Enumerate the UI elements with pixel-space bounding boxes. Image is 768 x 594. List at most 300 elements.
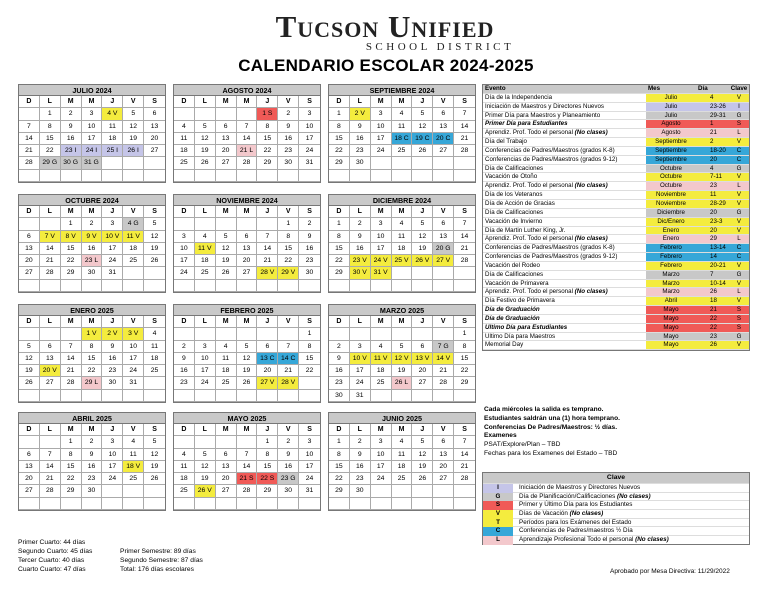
empty-cell (299, 498, 320, 510)
day-cell: 17 (371, 461, 392, 473)
day-cell: 20 (257, 365, 278, 377)
event-day: 21 (696, 306, 727, 315)
month-name: ABRIL 2025 (19, 413, 165, 424)
month-grid (19, 316, 165, 402)
day-cell: 16 (61, 133, 82, 145)
day-cell: 6 (237, 231, 258, 243)
day-cell: 16 (299, 243, 320, 255)
day-cell: 6 (216, 449, 237, 461)
day-cell: 9 (102, 341, 123, 353)
weekday-header: S (299, 424, 320, 436)
empty-cell (19, 498, 40, 510)
day-cell: 11 V (123, 231, 144, 243)
day-cell: 29 (329, 267, 350, 279)
empty-cell (433, 485, 454, 497)
day-cell: 9 (350, 121, 371, 133)
day-cell: 24 (123, 365, 144, 377)
legend-key: T (483, 519, 513, 528)
day-cell: 16 (350, 133, 371, 145)
event-day: 22 (696, 315, 727, 324)
weekday-header: V (433, 424, 454, 436)
event-name (483, 288, 646, 297)
event-month: Noviembre (646, 191, 696, 200)
day-cell: 28 (19, 157, 40, 169)
weekday-header: M (82, 96, 103, 108)
day-cell: 10 (82, 121, 103, 133)
empty-cell (299, 170, 320, 182)
event-day: 23 (696, 182, 727, 191)
event-name (483, 235, 646, 244)
day-cell: 30 (102, 377, 123, 389)
day-cell: 5 (216, 231, 237, 243)
event-row (483, 173, 749, 182)
event-key: V (727, 262, 749, 271)
day-cell: 3 (350, 341, 371, 353)
legend-key: I (483, 484, 513, 493)
empty-cell (299, 280, 320, 292)
day-cell: 11 (392, 449, 413, 461)
day-cell: 28 (454, 255, 475, 267)
day-cell: 26 L (392, 377, 413, 389)
day-cell: 13 (216, 461, 237, 473)
semesters (120, 547, 203, 574)
empty-cell (19, 218, 40, 230)
weekday-header: M (61, 206, 82, 218)
day-cell: 15 (329, 243, 350, 255)
event-month: Agosto (646, 120, 696, 129)
weekday-header: M (216, 96, 237, 108)
month-name: FEBRERO 2025 (174, 305, 320, 316)
event-text: Vacación de Primavera (485, 279, 549, 287)
day-cell: 27 V (257, 377, 278, 389)
event-row (483, 94, 749, 103)
empty-cell (174, 390, 195, 402)
month-grid (174, 96, 320, 182)
day-cell: 27 (237, 267, 258, 279)
event-text: Aprendiz. Prof. Todo el personal (485, 182, 575, 190)
event-name (483, 191, 646, 200)
day-cell: 23 (329, 377, 350, 389)
day-cell: 10 (174, 243, 195, 255)
empty-cell (371, 328, 392, 340)
day-cell: 22 (454, 365, 475, 377)
day-cell: 10 (102, 449, 123, 461)
day-cell: 2 (329, 341, 350, 353)
day-cell: 30 (329, 390, 350, 402)
empty-cell (329, 170, 350, 182)
day-cell: 24 (102, 255, 123, 267)
day-cell: 2 V (102, 328, 123, 340)
event-day: 10-14 (696, 280, 727, 289)
day-cell: 6 (433, 108, 454, 120)
event-text: Día de los Veteranos (485, 191, 543, 199)
day-cell: 25 (123, 473, 144, 485)
event-name (483, 297, 646, 306)
day-cell: 12 (195, 133, 216, 145)
event-text: Día de Graduación (485, 306, 540, 314)
event-row (483, 209, 749, 218)
event-key: S (727, 120, 749, 129)
legend-key: V (483, 510, 513, 519)
day-cell: 24 (299, 145, 320, 157)
day-cell: 13 C (257, 353, 278, 365)
day-cell: 12 V (392, 353, 413, 365)
event-row (483, 244, 749, 253)
day-cell: 14 (40, 243, 61, 255)
empty-cell (40, 280, 61, 292)
day-cell: 26 (19, 377, 40, 389)
day-cell: 1 (257, 436, 278, 448)
weekday-header: M (216, 316, 237, 328)
day-cell: 8 (61, 449, 82, 461)
event-name (483, 333, 646, 342)
weekday-header: M (61, 96, 82, 108)
empty-cell (174, 218, 195, 230)
day-cell: 8 (40, 121, 61, 133)
day-cell: 14 (454, 231, 475, 243)
empty-cell (195, 170, 216, 182)
day-cell: 23 V (350, 255, 371, 267)
day-cell: 20 G (433, 243, 454, 255)
day-cell: 27 (433, 473, 454, 485)
day-cell: 6 (412, 341, 433, 353)
weekday-header: M (237, 206, 258, 218)
day-cell: 18 (392, 461, 413, 473)
empty-cell (61, 170, 82, 182)
empty-cell (144, 498, 165, 510)
day-cell: 22 (299, 365, 320, 377)
event-name (483, 138, 646, 147)
day-cell: 14 C (278, 353, 299, 365)
day-cell: 11 (144, 341, 165, 353)
day-cell: 13 (237, 243, 258, 255)
day-cell: 12 (19, 353, 40, 365)
day-cell: 3 (174, 231, 195, 243)
district-logo (250, 9, 520, 53)
empty-cell (237, 170, 258, 182)
day-cell: 12 (123, 121, 144, 133)
day-cell: 30 (278, 157, 299, 169)
weekday-header: S (299, 96, 320, 108)
day-cell: 5 (237, 341, 258, 353)
day-cell: 2 (174, 341, 195, 353)
event-day: 23-26 (696, 103, 727, 112)
day-cell: 29 (329, 485, 350, 497)
weekday-header: L (350, 424, 371, 436)
day-cell: 14 (454, 449, 475, 461)
day-cell: 24 I (82, 145, 103, 157)
day-cell: 28 (454, 473, 475, 485)
day-cell: 31 (299, 485, 320, 497)
day-cell: 13 (19, 243, 40, 255)
quarter-4: Cuarto Cuarto: 47 días (18, 566, 86, 573)
day-cell: 14 (257, 243, 278, 255)
empty-cell (195, 436, 216, 448)
day-cell: 26 (144, 473, 165, 485)
legend-text: Aprendizaje Profesional Todo el personal (519, 536, 636, 544)
day-cell: 24 (195, 377, 216, 389)
event-text: Conferencias de Padres/Maestros (grados K-8) (485, 146, 615, 154)
weekday-header: M (392, 316, 413, 328)
weekday-header: D (329, 424, 350, 436)
day-cell: 16 (350, 243, 371, 255)
day-cell: 14 V (433, 353, 454, 365)
event-month: Mayo (646, 306, 696, 315)
day-cell: 31 (123, 377, 144, 389)
day-cell: 23 (82, 473, 103, 485)
empty-cell (257, 390, 278, 402)
event-key: L (727, 129, 749, 138)
empty-cell (433, 157, 454, 169)
day-cell: 13 (433, 449, 454, 461)
day-cell: 18 (392, 243, 413, 255)
weekday-header: V (278, 424, 299, 436)
empty-cell (412, 267, 433, 279)
weekday-header: M (392, 96, 413, 108)
empty-cell (123, 485, 144, 497)
month-grid (19, 424, 165, 510)
day-cell: 12 (237, 353, 258, 365)
day-cell: 11 (216, 353, 237, 365)
day-cell: 17 (195, 365, 216, 377)
weekday-header: L (195, 96, 216, 108)
day-cell: 26 (412, 473, 433, 485)
weekday-header: J (257, 316, 278, 328)
weekday-header: V (123, 316, 144, 328)
event-row (483, 271, 749, 280)
day-cell: 15 (299, 353, 320, 365)
note-wednesday: Cada miércoles la salida es temprano. (484, 406, 604, 413)
weekday-header: L (350, 316, 371, 328)
event-day: 4 (696, 165, 727, 174)
day-cell: 10 V (350, 353, 371, 365)
day-cell: 18 V (123, 461, 144, 473)
day-cell: 17 (123, 353, 144, 365)
day-cell: 4 (216, 341, 237, 353)
event-day: 29-31 (696, 112, 727, 121)
day-cell: 25 (371, 377, 392, 389)
empty-cell (123, 390, 144, 402)
event-day: 20 (696, 156, 727, 165)
events-header (483, 85, 749, 94)
weekday-header: M (216, 424, 237, 436)
event-key: G (727, 165, 749, 174)
event-day: 28-29 (696, 200, 727, 209)
event-row (483, 297, 749, 306)
event-text: Primer Día para Maestros y Planeamiento (485, 111, 601, 119)
legend-text: Conferencias de Padres/maestros ½ Día (519, 527, 633, 535)
day-cell: 19 (195, 473, 216, 485)
event-name (483, 306, 646, 315)
empty-cell (19, 328, 40, 340)
event-day: 21 (696, 129, 727, 138)
day-cell: 7 (237, 449, 258, 461)
event-name (483, 94, 646, 103)
day-cell: 13 (144, 121, 165, 133)
weekday-header: S (454, 316, 475, 328)
col-key: Clave (730, 85, 748, 92)
event-row (483, 120, 749, 129)
day-cell: 28 (40, 267, 61, 279)
day-cell: 19 (144, 243, 165, 255)
empty-cell (237, 498, 258, 510)
weekday-header: M (371, 424, 392, 436)
day-cell: 5 (144, 218, 165, 230)
month-grid (19, 96, 165, 182)
day-cell: 23 (350, 145, 371, 157)
day-cell: 10 (371, 449, 392, 461)
no-class-note: (No clases) (617, 492, 651, 500)
day-cell: 26 I (123, 145, 144, 157)
empty-cell (174, 328, 195, 340)
day-cell: 18 (102, 133, 123, 145)
day-cell: 8 V (61, 231, 82, 243)
approval-note: Aprobado por Mesa Directiva: 11/29/2022 (610, 568, 730, 575)
day-cell: 1 S (257, 108, 278, 120)
day-cell: 30 (82, 267, 103, 279)
no-class-note: (No clases) (574, 235, 608, 243)
empty-cell (195, 108, 216, 120)
day-cell: 20 (237, 255, 258, 267)
empty-cell (454, 280, 475, 292)
empty-cell (237, 328, 258, 340)
weekday-header: S (144, 424, 165, 436)
day-cell: 5 (123, 108, 144, 120)
day-cell: 12 (144, 449, 165, 461)
day-cell: 20 (216, 473, 237, 485)
day-cell: 25 (195, 267, 216, 279)
day-cell: 12 (216, 243, 237, 255)
day-cell: 7 (454, 108, 475, 120)
day-cell: 14 (19, 133, 40, 145)
day-cell: 1 (40, 108, 61, 120)
day-cell: 28 (237, 485, 258, 497)
event-day: 20 (696, 227, 727, 236)
event-name (483, 103, 646, 112)
day-cell: 20 (412, 365, 433, 377)
day-cell: 8 (257, 449, 278, 461)
day-cell: 18 (144, 353, 165, 365)
day-cell: 3 (299, 436, 320, 448)
event-month: Mayo (646, 315, 696, 324)
day-cell: 26 (237, 377, 258, 389)
day-cell: 12 (412, 449, 433, 461)
day-cell: 22 (329, 145, 350, 157)
weekday-header: L (40, 96, 61, 108)
event-month: Septiembre (646, 156, 696, 165)
day-cell: 16 (82, 461, 103, 473)
day-cell: 10 (123, 341, 144, 353)
event-row (483, 306, 749, 315)
empty-cell (102, 390, 123, 402)
day-cell: 3 V (123, 328, 144, 340)
day-cell: 13 (433, 231, 454, 243)
day-cell: 2 (350, 218, 371, 230)
empty-cell (123, 498, 144, 510)
empty-cell (19, 108, 40, 120)
day-cell: 8 (299, 341, 320, 353)
day-cell: 23 (299, 255, 320, 267)
day-cell: 21 (19, 145, 40, 157)
empty-cell (278, 390, 299, 402)
event-text: Conferencias de Padres/Maestros (grados 9-12) (485, 253, 618, 261)
day-cell: 13 (216, 133, 237, 145)
day-cell: 29 (61, 267, 82, 279)
day-cell: 8 (329, 231, 350, 243)
empty-cell (454, 267, 475, 279)
empty-cell (454, 485, 475, 497)
day-cell: 2 (82, 218, 103, 230)
day-cell: 16 (329, 365, 350, 377)
weekday-header: D (19, 424, 40, 436)
day-cell: 27 (19, 267, 40, 279)
empty-cell (392, 328, 413, 340)
weekday-header: M (392, 424, 413, 436)
event-row (483, 253, 749, 262)
day-cell: 26 (412, 145, 433, 157)
day-cell: 11 (174, 133, 195, 145)
day-cell: 22 (61, 473, 82, 485)
day-cell: 25 (174, 157, 195, 169)
no-class-note: (No clases) (574, 182, 608, 190)
empty-cell (454, 498, 475, 510)
day-cell: 30 (350, 485, 371, 497)
event-text: Último Día para Estudiantes (485, 323, 568, 331)
day-cell: 28 (433, 377, 454, 389)
event-text: Día de la Independencia (485, 93, 553, 101)
weekday-header: J (412, 96, 433, 108)
day-cell: 21 (433, 365, 454, 377)
month-name: JULIO 2024 (19, 85, 165, 96)
weekday-header: D (174, 316, 195, 328)
day-cell: 16 (350, 461, 371, 473)
event-row (483, 315, 749, 324)
event-row (483, 235, 749, 244)
empty-cell (216, 390, 237, 402)
empty-cell (392, 498, 413, 510)
notes (484, 406, 754, 459)
day-cell: 8 (329, 121, 350, 133)
empty-cell (195, 218, 216, 230)
event-key: L (727, 288, 749, 297)
day-cell: 13 V (412, 353, 433, 365)
day-cell: 14 (237, 133, 258, 145)
empty-cell (454, 390, 475, 402)
legend-key: L (483, 536, 513, 545)
event-key: L (727, 182, 749, 191)
day-cell: 13 (433, 121, 454, 133)
legend-text: Días de Vacación (519, 510, 570, 518)
day-cell: 21 L (237, 145, 258, 157)
day-cell: 4 (392, 218, 413, 230)
col-day: Día (698, 85, 708, 92)
event-row (483, 280, 749, 289)
event-key: G (727, 209, 749, 218)
day-cell: 15 (40, 133, 61, 145)
day-cell: 9 V (82, 231, 103, 243)
note-exams: Examenes (484, 432, 517, 440)
event-key: V (727, 227, 749, 236)
empty-cell (433, 390, 454, 402)
month-calendar (18, 194, 166, 293)
event-name (483, 271, 646, 280)
day-cell: 18 (174, 473, 195, 485)
day-cell: 5 (195, 121, 216, 133)
day-cell: 5 (392, 341, 413, 353)
day-cell: 1 (278, 218, 299, 230)
empty-cell (61, 390, 82, 402)
day-cell: 7 (61, 341, 82, 353)
